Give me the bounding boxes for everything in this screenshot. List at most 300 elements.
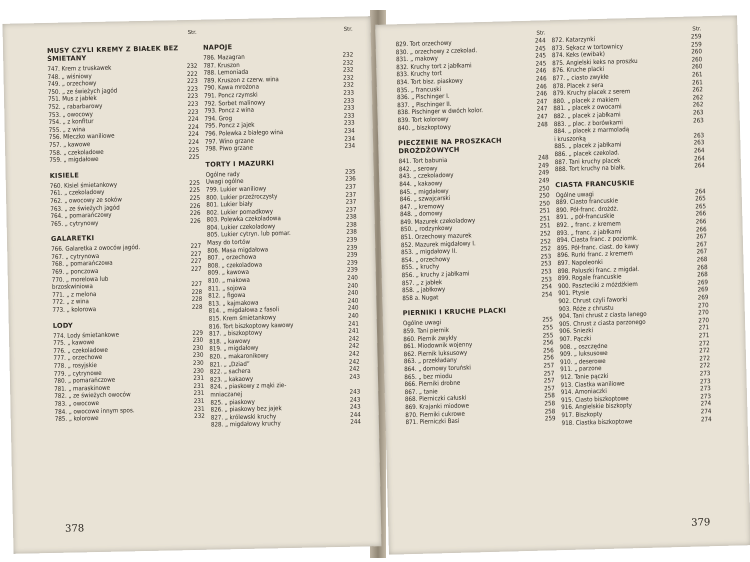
entry-page: 240 [347,289,359,297]
entry-page: 273 [699,370,711,378]
entry-title: 888. Tort kruchy na białk. [554,164,626,174]
right-page-number: 379 [691,517,711,529]
entry-page: 269 [697,279,709,287]
entry-page: 224 [187,115,199,124]
entry-title: 845. „ migdałowy [399,187,449,196]
entry-title: 769. „ ponczowa [51,268,99,276]
entry-page: 245 [535,60,547,68]
entry-title: 906. Śniezki [559,327,594,336]
entry-page: 237 [345,198,357,206]
entry-title: 784. „ owocowe innym spos. [54,406,135,416]
entry-title: 826. „ piaskowy bez jajek [210,405,282,414]
entry-title: 817. „ biszkoptowy [208,329,263,338]
entry-title: 866. Pierniki drobne [404,379,461,389]
entry-title: 909. „ luksusowe [559,350,608,359]
entry-title: 830. „ orzechowy z czekolad. [395,46,478,56]
entry-page: 223 [187,108,199,116]
entry-page: 268 [696,256,708,264]
entry-title: 755. „ z wina [48,125,86,134]
section-heading: TORTY I MAZURKI [205,158,275,169]
entry-title: 763. „ ze świeżych jagód [50,203,120,213]
entry-page: 230 [192,359,204,367]
entry-title: 833. Kruchy tort [396,70,442,79]
entry-page: 267 [696,241,708,249]
str-label: Str. [692,26,702,33]
entry-page: 245 [535,52,547,60]
entry-page: 252 [540,245,552,253]
entry-title: 861. Miodownik wojenny [403,341,473,351]
entry-page: 232 [342,66,354,74]
entry-page: 259 [544,415,556,423]
entry-title: 840. „ biszkoptowy [397,123,452,132]
entry-title: 785. „ kolorowe [54,415,99,424]
entry-page: 238 [345,213,357,222]
entry-title: 878. Placek z sera [552,81,604,90]
entry-title: 770. „ morelowa lub [51,275,109,284]
entry-page: 270 [698,316,710,325]
entry-page: 253 [540,253,552,261]
entry-title: 891. „ pół-francuskie [556,213,615,222]
entry-page: 258 [544,407,556,416]
entry-page: 230 [192,344,204,352]
entry-title: 835. „ francuski [396,85,442,94]
entry-title: 857. „ z jabłek [401,278,443,287]
entry-title: 874. Keks (ewibak) [551,51,605,60]
entry-page: 228 [191,296,203,304]
entry-page: 227 [190,250,202,258]
entry-title: 892. „ franc. z kremem [556,220,621,230]
left-page-number: 378 [64,523,85,535]
entry-title: 747. Krem z truskawek [47,64,112,73]
entry-title: 790. Kawa mrożona [203,83,260,93]
entry-page: 246 [536,90,548,98]
entry-title: 849. Mazurek czekoladowy [400,217,476,227]
entry-title: i kruszonką [554,135,587,143]
entry-page: 249 [538,169,550,177]
entry-page: 239 [346,259,358,267]
entry-page: 259 [690,33,702,41]
entry-page: 264 [693,147,705,155]
entry-title: 779. „ cytrynowe [53,369,102,378]
entry-title: 775. „ kawowe [53,339,95,348]
entry-title: 799. Lukier waniliowy [205,185,267,194]
entry-title: 771. „ z melona [52,290,97,299]
entry-page: 268 [696,263,708,272]
section-heading: MUSY CZYLI KREMY Z BIAŁEK BEZ ŚMIETANY [46,44,179,63]
entry-title: 905. Chrust z ciasta parzonego [558,318,646,328]
entry-page: 249 [538,177,550,185]
entry-title: 828. „ migdałowy kruchy [210,420,281,429]
entry-title: 908. „ oszczędne [559,342,608,351]
entry-page: 270 [697,301,709,310]
entry-page: 239 [346,236,358,244]
entry-title: 760. Kisiel śmietankowy [49,181,118,190]
entry-title: 748. „ wiśniowy [47,72,92,81]
entry-page: 242 [348,335,360,343]
entry-page: 225 [188,153,200,162]
entry-page: 266 [695,210,707,218]
entry-title: 855. „ kruchy [401,263,440,272]
entry-title: 789. Kruszon z czerw. wina [203,75,279,85]
entry-page: 247 [536,98,548,106]
entry-title: 846. „ szwajcarski [399,195,451,204]
entry-page: 248 [537,120,548,129]
entry-title: 837. „ Pischinger II. [397,100,452,110]
entry-title: 854. „ orzechowy [401,255,451,265]
entry-page: 244 [534,37,546,45]
entry-title: 867. „ tanie [404,388,438,396]
entry-page: 232 [186,62,198,71]
entry-title: 907. Pączki [559,335,592,344]
entry-title: 761. „ czekoladowy [49,189,105,198]
entry-title: 895. Pół-franc. ciast. do kawy [556,242,639,252]
entry-page: 240 [347,282,359,290]
entry-page: 236 [345,175,356,184]
entry-page: 260 [691,63,703,71]
entry-title: 762. „ owocowy ze soków [50,196,122,205]
entry-title: 819. „ migdałowy [209,344,259,354]
entry-title: 850. „ rodzynkowy [400,225,453,234]
entry-page: 227 [191,281,203,289]
right-column-1 [395,30,555,427]
entry-page: 239 [347,266,358,275]
entry-page: 233 [343,112,355,120]
entry-page: 256 [543,354,555,362]
entry-title: 758. „ czekoladowe [49,148,104,157]
entry-title: 820. „ makaronikowy [209,352,269,361]
entry-page: 262 [692,94,704,102]
entry-title: 804. Lukier czekoladowy [206,223,276,232]
entry-page: 233 [343,119,355,128]
entry-title: 800. Lukier przeźroczysty [206,192,278,202]
section-heading: CIASTA FRANCUSKIE [555,178,635,189]
entry-page: 264 [694,187,706,196]
entry-page: 243 [349,373,361,381]
entry-page: 242 [348,358,360,366]
entry-page: 256 [542,347,554,355]
entry-page: 265 [695,195,706,203]
entry-title: 824. „ piaskowy z mąki zie- [210,382,287,391]
entry-page: 273 [699,377,711,385]
entry-page: 223 [187,78,198,86]
entry-title: 772. „ z wina [52,298,89,307]
entry-page: 248 [537,154,549,162]
entry-title: 877. „ ciasto zwykłe [552,73,609,83]
entry-title: 805. Lukier cytryn. lub pomar. [206,230,291,240]
entry-title: 879. Kruchy placek z serem [552,88,631,98]
entry-page: 263 [692,109,704,117]
entry-title: 839. Tort kolorowy [397,115,449,125]
str-label: Str. [343,26,353,33]
entry-page: 240 [347,312,359,320]
entry-title: 862. Piernik luksusowy [403,349,468,358]
entry-title: 883. „ plac. z borówkami [553,118,623,128]
entry-title: 899. Rogale francuskie [557,273,622,283]
section-heading: KISIELE [49,171,80,180]
entry-page: 266 [695,225,707,234]
entry-title: 894. Ciasta franc. z poziomk. [556,235,638,245]
entry-title: 842. „ serowy [398,164,438,173]
entry-title: 880. „ placek z makiem [553,96,620,105]
entry-page: 241 [348,320,359,328]
entry-title: 875. Angielski keks na proszku [552,57,638,67]
entry-page: 261 [691,71,703,79]
entry-page: 262 [692,101,704,109]
entry-page: 231 [193,374,205,383]
entry-title: 750. „ ze świeżych jagód [47,87,118,96]
entry-title: 843. „ czekoladowy [399,172,454,181]
entry-page: 273 [700,392,712,401]
entry-page: 274 [700,415,712,423]
entry-title: 864. „ domowy toruński [404,364,472,374]
entry-page: 243 [349,396,361,404]
entry-title: 851. Orzechowy mazurek [400,232,472,242]
entry-title: 881. „ placek z owocami [553,103,622,113]
entry-page: 253 [541,275,552,284]
entry-page: 255 [542,316,554,324]
entry-page: 251 [539,207,551,215]
entry-title: 764. „ pomarańczowy [50,211,112,221]
entry-title: 873. Sękacz w tortownicy [551,42,624,52]
entry-title: 896. Rurki franc. z kremem [557,250,633,260]
entry-page: 225 [189,194,201,202]
entry-page: 240 [347,274,358,282]
entry-title: 852. Mazurek migdałowy I. [400,239,476,249]
left-column-2 [203,27,361,430]
entry-page: 255 [542,324,554,332]
entry-title: 778. „ rosyjskie [53,362,97,370]
entry-title: 885. „ placek z jabłkami [554,141,622,151]
entry-page: 241 [348,327,360,335]
entry-page: 250 [538,184,550,193]
entry-page: 271 [698,324,710,332]
entry-title: 783. „ owocowe [54,399,100,408]
entry-page: 244 [350,418,361,427]
entry-title: mniaczanej [210,390,243,399]
entry-page: 227 [190,265,202,274]
entry-page: 246 [536,82,547,91]
entry-page: 251 [539,215,551,223]
entry-page: 242 [348,342,360,351]
entry-page: 231 [193,382,205,390]
entry-page: 233 [343,89,355,97]
entry-title: Uwagi ogólne [205,178,244,186]
entry-page: 272 [699,347,710,355]
entry-page: 243 [349,388,361,396]
entry-page: 227 [190,258,202,266]
entry-title: 793. Poncz z wina [204,106,255,115]
entry-title: 787. Kruszon [203,61,240,70]
entry-page: 255 [542,331,554,340]
entry-page: 251 [539,222,551,231]
entry-page: 243 [349,403,361,411]
entry-page: 274 [700,408,712,416]
entry-page: 269 [697,286,709,294]
entry-title: 872. Katarzynki [551,36,596,45]
left-column-1 [47,30,205,424]
entry-page: 245 [535,44,546,53]
entry-page: 234 [344,142,356,150]
entry-page: 235 [344,168,356,176]
entry-title: 803. Polewka czekoladowa [206,215,281,224]
entry-title: 918. Ciastka biszkoptowe [561,417,633,427]
entry-title: 794. Grog [204,114,233,123]
entry-page: 242 [349,365,360,373]
entry-title: 832. Kruchy tort z jabłkami [396,62,472,72]
entry-title: 863. „ przekładany [403,357,458,366]
entry-title: 751. Mus z jabłek [48,95,97,104]
entry-page: 257 [543,369,555,378]
entry-page: 257 [543,377,555,385]
entry-page: 242 [348,350,360,358]
entry-page: 262 [692,86,704,94]
entry-page: 239 [346,251,358,260]
entry-page: 224 [188,131,199,139]
entry-title: 913. Ciastka waniliowe [560,379,625,389]
left-page [2,16,381,554]
entry-title: 756. Mleczko waniliowe [48,132,115,142]
entry-title: 847. „ kremowy [399,202,445,211]
entry-page: 231 [193,390,205,398]
entry-title: 814. „ migdałowa z fasoli [208,306,280,316]
entry-title: 903. Róże z chrustu [558,304,614,313]
entry-title: 822. „ sachera [209,367,251,376]
section-heading: GALARETKI [50,234,95,244]
entry-page: 252 [540,237,551,246]
entry-page: 222 [186,70,198,78]
entry-page: 232 [342,59,354,67]
entry-page: 274 [700,400,712,408]
entry-page: 261 [692,78,703,87]
entry-page: 253 [540,260,552,269]
entry-title: 886. „ placek czekolad. [554,149,620,159]
entry-title: 774. Lody śmietankowe [52,331,120,340]
entry-title: 916. Angielskie biszkopty [561,402,633,412]
entry-title: 752. „ rabarbarowy [48,102,103,111]
entry-page: 246 [535,75,547,83]
entry-title: 816. Tort biszkoptowy kawowy [208,321,294,331]
entry-title: 893. „ franc. z jabłkami [556,228,622,237]
entry-page: 254 [541,283,553,291]
entry-page: 263 [693,131,705,140]
entry-title: 766. Galaretka z owoców jagód. [51,244,141,254]
entry-page: 223 [187,100,199,109]
entry-page: 267 [696,248,708,256]
entry-page: 265 [695,203,707,211]
section-heading: PIERNIKI I KRUCHE PLACKI [402,306,507,318]
entry-page: 225 [189,179,200,187]
entry-title: 781. „ maraskinowe [54,384,111,393]
entry-title: 797. Wino grzane [204,137,254,146]
entry-page: 239 [346,244,358,252]
entry-page: 272 [698,339,710,348]
entry-title: 812. „ figowa [208,292,246,300]
entry-title: 759. „ migdałowe [49,156,99,165]
entry-title: 844. „ kakaowy [399,180,443,189]
entry-page: 233 [343,97,355,105]
entry-page: 225 [189,187,201,195]
entry-page: 232 [343,81,354,90]
entry-title: 848. „ domowy [400,210,443,219]
entry-title: 825. „ piaskowy [210,398,256,407]
entry-page: 230 [192,352,204,360]
entry-page: 223 [187,93,199,101]
entry-title: 773. „ kolorowa [52,306,97,314]
entry-title: 753. „ owocowy [48,110,93,119]
str-label: Str. [187,29,197,37]
entry-page: 257 [543,362,555,370]
entry-page: 256 [542,339,554,347]
entry-title: 836. „ Pischinger I. [396,93,450,102]
entry-page: 238 [346,229,358,237]
entry-page: 225 [188,146,200,154]
entry-title: 856. „ kruchy z jabłkami [401,270,470,280]
entry-page: 228 [191,288,203,296]
entry-page: 267 [696,233,707,241]
entry-page: 271 [698,332,710,340]
right-page [375,15,750,554]
section-heading: LODY [52,321,74,330]
entry-page: 263 [693,139,705,147]
entry-title: 754. „ z konfitur [48,118,94,127]
entry-page: 258 [544,392,555,400]
entry-page: 223 [187,85,198,93]
entry-page: 258 [544,400,556,408]
entry-title: 767. „ cytrynowa [51,252,100,261]
entry-title: 782. „ ze świeżych owoców [54,391,131,401]
entry-title: 768. „ pomarańczowa [51,260,113,269]
entry-page: 272 [699,362,711,370]
entry-title: 795. Poncz z jajek [204,122,255,131]
entry-page: 252 [539,230,551,238]
entry-title: 798. Piwo grzane [205,144,253,153]
entry-title: 841. Tort babunia [398,157,448,166]
entry-title: 890. Pół-franc. drożdż. [555,205,619,215]
entry-title: 858 a. Nugat [402,294,439,303]
entry-title: 898. Paluszki franc. z migdał. [557,265,640,275]
entry-page: 232 [194,412,205,421]
entry-page: 269 [697,294,709,302]
entry-title: 776. „ czekoladowe [53,346,108,355]
entry-page: 230 [192,336,204,345]
entry-page: 260 [691,48,703,56]
entry-page: 273 [700,385,711,393]
entry-title: 915. Ciasto biszkoptowe [560,395,629,404]
entry-title: 811. „ sojowa [208,284,247,293]
entry-title: 859. Tani piernik [403,327,450,336]
section-heading: NAPOJE [202,43,233,52]
entry-title: 865. „ bez miodu [404,372,453,381]
entry-title: 910. „ deserowe [559,357,606,366]
entry-title: 802. Lukier pomadkowy [206,207,274,217]
entry-page: 254 [541,291,553,299]
entry-page: 250 [539,200,550,208]
entry-title: 901. Ptysie [558,289,590,298]
entry-title: 810. „ makowa [207,276,251,285]
entry-page: 229 [192,329,204,337]
entry-title: 809. „ kawowa [207,269,250,278]
entry-title: 792. Sorbet malinowy [204,98,266,108]
entry-title: 801. Lukier biały [206,200,253,209]
entry-page: 224 [188,138,200,146]
entry-page: 249 [538,162,549,170]
entry-page: 233 [343,104,355,112]
entry-page: 238 [346,221,357,229]
section-heading: PIECZENIE NA PROSZKACH DROŻDŻOWYCH [398,136,502,156]
entry-title: 757. „ kawowe [48,141,91,149]
entry-title: 780. „ pomarańczowe [53,376,116,386]
entry-page: 247 [536,105,548,113]
